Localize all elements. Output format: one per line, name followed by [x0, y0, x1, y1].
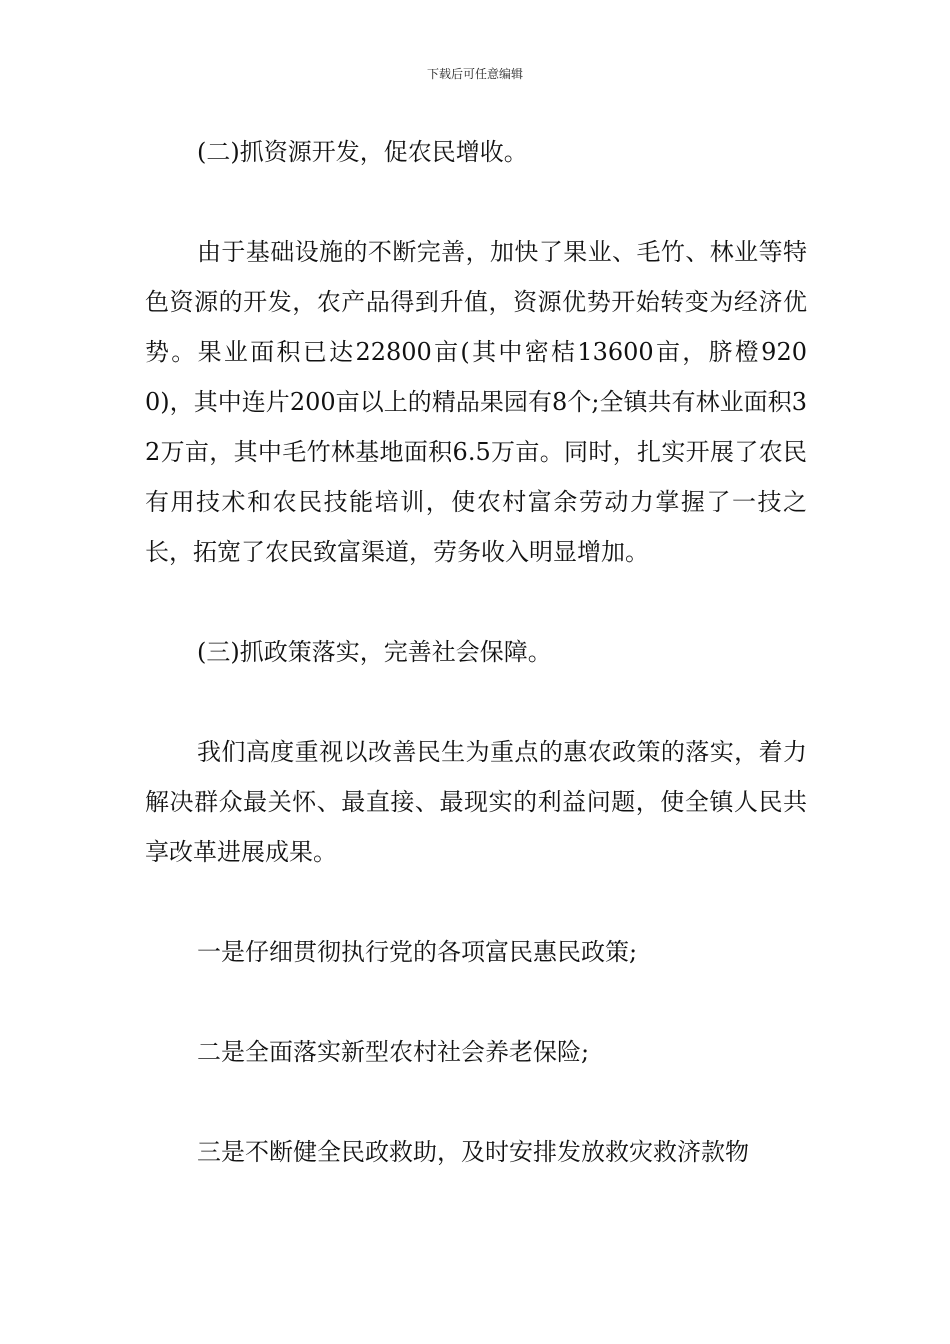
section-2-paragraph: 由于基础设施的不断完善，加快了果业、毛竹、林业等特色资源的开发，农产品得到升值，资源优势开始转变为经济优势。果业面积已达22800亩(其中密桔13600亩，脐橙9200)，其中连片200亩以上的精品果园有8个;全镇共有林业面积32万亩，其中毛竹林基地面积6.5万亩。同时，扎实开展了农民有用技术和农民技能培训，使农村富余劳动力掌握了一技之长，拓宽了农民致富渠道，劳务收入明显增加。 [145, 238, 807, 566]
section-3-heading: (三)抓政策落实，完善社会保障。 [197, 638, 552, 666]
spacer [145, 1077, 807, 1127]
list-item-1: 一是仔细贯彻执行党的各项富民惠民政策; [197, 938, 638, 966]
page-header-note: 下载后可任意编辑 [426, 67, 523, 81]
spacer [145, 977, 807, 1027]
section-2-heading: (二)抓资源开发，促农民增收。 [197, 138, 528, 166]
spacer [145, 877, 807, 927]
spacer [145, 677, 807, 727]
section-3-paragraph: 我们高度重视以改善民生为重点的惠农政策的落实，着力解决群众最关怀、最直接、最现实的利益问题，使全镇人民共享改革进展成果。 [145, 738, 807, 866]
spacer [145, 177, 807, 227]
list-item-3: 三是不断健全民政救助，及时安排发放救灾救济款物 [197, 1138, 749, 1166]
document-body [145, 127, 807, 1177]
spacer [145, 577, 807, 627]
list-item-2: 二是全面落实新型农村社会养老保险; [197, 1038, 590, 1066]
